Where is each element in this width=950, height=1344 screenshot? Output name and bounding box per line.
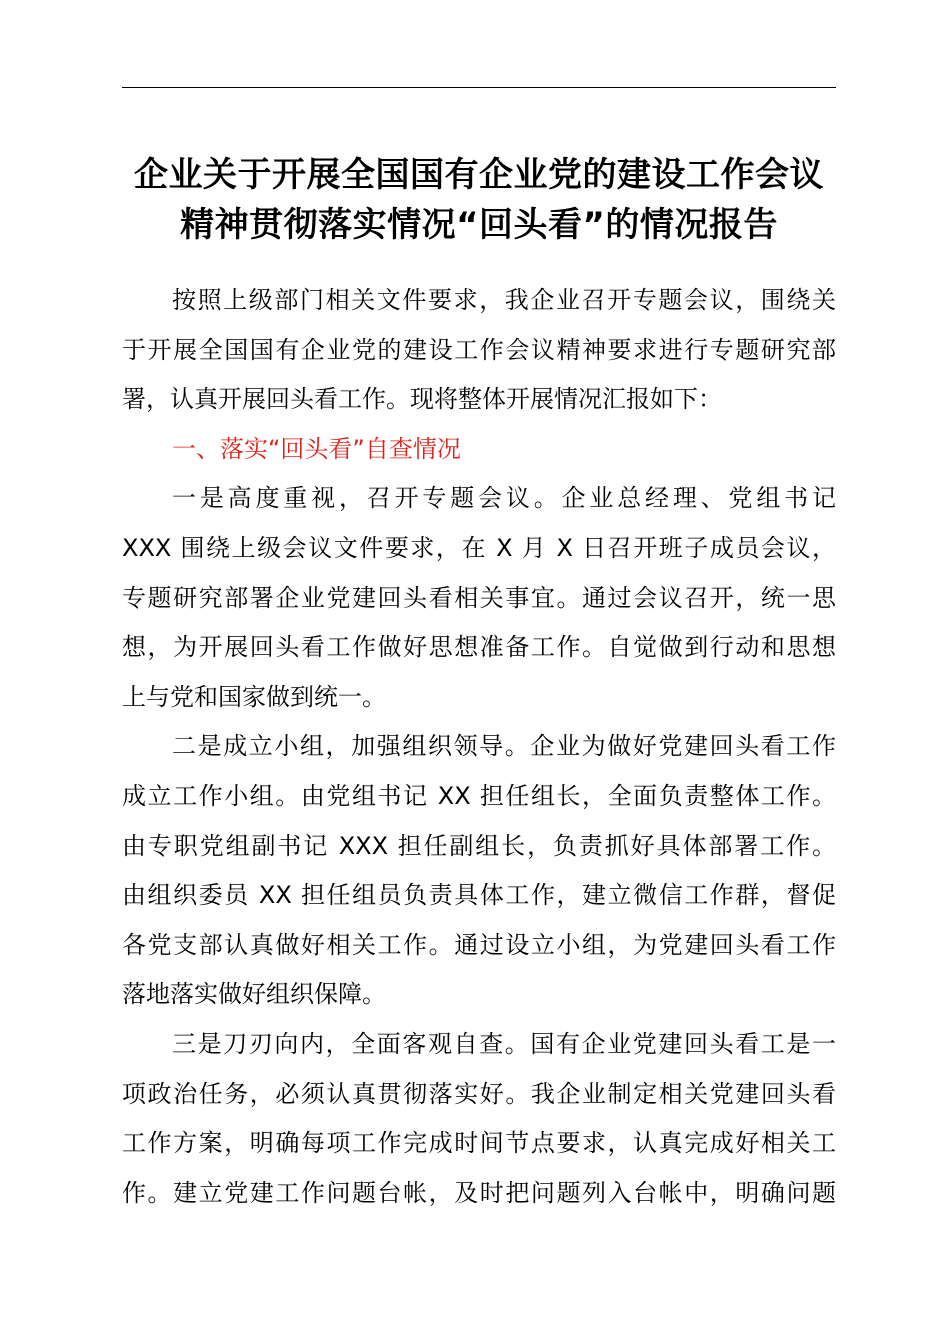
text-line: 按照上级部门相关文件要求，我企业召开专题会议，围绕关 <box>172 286 836 314</box>
text-line: 上与党和国家做到统一。 <box>122 682 386 711</box>
paragraph-1 <box>122 474 836 722</box>
document-title <box>100 150 858 250</box>
text-line: 三是刀刃向内，全面客观自查。国有企业党建回头看工是一 <box>172 1029 836 1058</box>
title-line-2: 精神贯彻落实情况“回头看”的情况报告 <box>180 205 778 245</box>
text-line: 想，为开展回头看工作做好思想准备工作。自觉做到行动和思想 <box>122 633 836 662</box>
paragraph-2 <box>122 722 836 1020</box>
header-rule <box>122 87 836 88</box>
text-line: 作。建立党建工作问题台帐，及时把问题列入台帐中，明确问题 <box>122 1178 836 1207</box>
title-line-1: 企业关于开展全国国有企业党的建设工作会议 <box>134 155 824 195</box>
text-line: 各党支部认真做好相关工作。通过设立小组，为党建回头看工作 <box>122 930 836 959</box>
text-line: 由专职党组副书记 XXX 担任副组长，负责抓好具体部署工作。 <box>122 831 836 860</box>
text-line: 工作方案，明确每项工作完成时间节点要求，认真完成好相关工 <box>122 1129 836 1158</box>
section-heading: 一、落实“回头看”自查情况 <box>172 434 461 463</box>
text-line: XXX 围绕上级会议文件要求，在 X 月 X 日召开班子成员会议， <box>122 533 836 562</box>
text-line: 项政治任务，必须认真贯彻落实好。我企业制定相关党建回头看 <box>122 1079 836 1108</box>
text-line: 二是成立小组，加强组织领导。企业为做好党建回头看工作 <box>172 732 836 761</box>
text-line: 由组织委员 XX 担任组员负责具体工作，建立微信工作群，督促 <box>122 881 836 910</box>
paragraph-3 <box>122 1020 836 1218</box>
intro-paragraph <box>122 276 836 425</box>
text-line: 署，认真开展回头看工作。现将整体开展情况汇报如下： <box>122 385 722 414</box>
text-line: 落地落实做好组织保障。 <box>122 980 386 1009</box>
text-line: 专题研究部署企业党建回头看相关事宜。通过会议召开，统一思 <box>122 583 836 612</box>
text-line: 于开展全国国有企业党的建设工作会议精神要求进行专题研究部 <box>122 335 836 364</box>
text-line: 成立工作小组。由党组书记 XX 担任组长，全面负责整体工作。 <box>122 781 836 810</box>
text-line: 一是高度重视，召开专题会议。企业总经理、党组书记 <box>172 484 836 513</box>
document-body <box>122 276 836 1218</box>
